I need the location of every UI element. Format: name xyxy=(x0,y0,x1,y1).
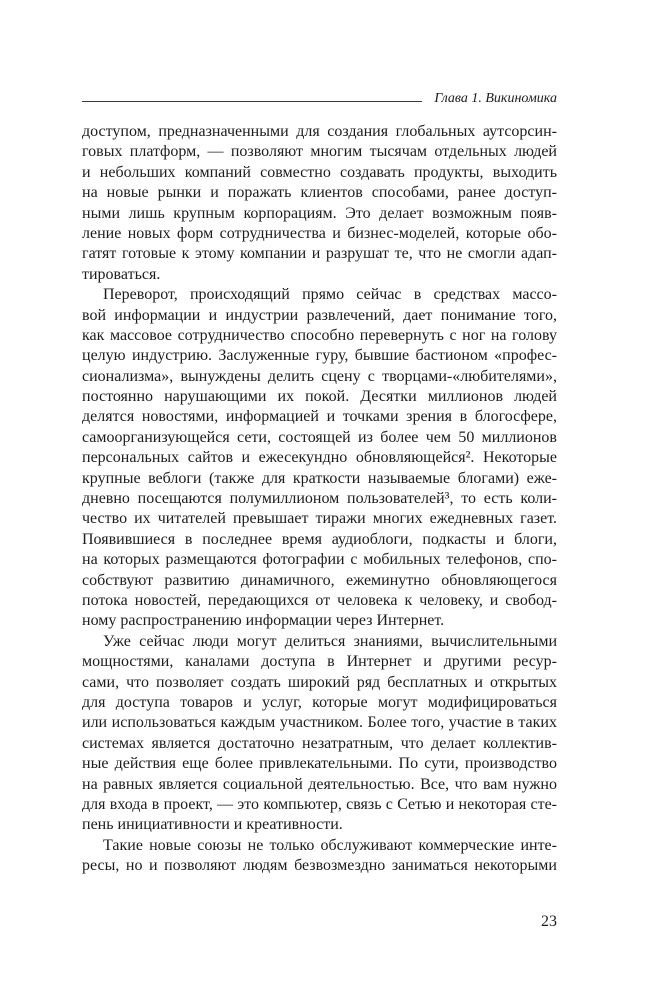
text-line: сами, что позволяет создать широкий ряд бесплатных и открытых xyxy=(82,673,557,691)
text-line: пень инициативности и креативности. xyxy=(82,816,343,834)
page-number: 23 xyxy=(541,913,557,930)
text-line: ные действия еще более привлекательными. По сути, производство xyxy=(82,755,557,773)
text-line: вой информации и индустрии развлечений, дает понимание того, xyxy=(82,306,557,324)
text-line: мощностями, каналами доступа в Интернет и другими ресур- xyxy=(82,653,557,671)
text-line: на новые рынки и поражать клиентов способами, ранее доступ- xyxy=(82,184,557,202)
text-line: ление новых форм сотрудничества и бизнес-моделей, которые обо- xyxy=(82,224,557,242)
text-line: дневно посещаются полумиллионом пользователей³, то есть коли- xyxy=(82,490,557,508)
text-line: Уже сейчас люди могут делиться знаниями, вычислительными xyxy=(103,632,557,650)
text-line: крупные веблоги (также для краткости называемые блогами) еже- xyxy=(82,469,557,487)
text-line: как массовое сотрудничество способно перевернуть с ног на голову xyxy=(82,326,557,344)
text-line: ными лишь крупным корпорациям. Это делает возможным появ- xyxy=(82,204,557,222)
text-line: делятся новостями, информацией и точками зрения в блогосфере, xyxy=(82,408,557,426)
text-line: сионализма», вынуждены делить сцену с творцами-«любителями», xyxy=(82,367,557,385)
text-line: ному распространению информации через Интернет. xyxy=(82,612,445,630)
paragraph xyxy=(82,285,557,632)
text-line: говых платформ, — позволяют многим тысячам отдельных людей xyxy=(82,143,557,161)
text-line: для входа в проект, — это компьютер, связь с Сетью и некоторая сте- xyxy=(82,795,557,813)
text-line: постоянно нарушающими их покой. Десятки миллионов людей xyxy=(82,388,557,406)
text-line: самоорганизующейся сети, состоящей из более чем 50 миллионов xyxy=(82,428,557,446)
text-line: для доступа товаров и услуг, которые могут модифицироваться xyxy=(82,693,557,711)
text-line: доступом, предназначенными для создания глобальных аутсорсин- xyxy=(82,123,557,140)
text-line: ресы, но и позволяют людям безвозмездно заниматься некоторыми xyxy=(82,857,557,875)
text-line: чество их читателей превышает тиражи многих ежедневных газет. xyxy=(82,510,557,528)
text-line: на которых размещаются фотографии с мобильных телефонов, спо- xyxy=(82,551,557,569)
header-rule xyxy=(82,101,422,102)
body-text xyxy=(82,122,557,876)
text-line: системах является достаточно незатратным, что делает коллектив- xyxy=(82,734,557,752)
text-line: персональных сайтов и ежесекундно обновляющейся². Некоторые xyxy=(82,449,557,467)
text-line: или использоваться каждым участником. Более того, участие в таких xyxy=(82,714,557,732)
text-line: Переворот, происходящий прямо сейчас в средствах массо- xyxy=(103,286,557,304)
text-line: тироваться. xyxy=(82,265,161,283)
text-line: целую индустрию. Заслуженные гуру, бывшие бастионом «профес- xyxy=(82,347,557,365)
chapter-title: Глава 1. Викиномика xyxy=(434,91,557,106)
text-line: потока новостей, передающихся от человека к человеку, и свобод- xyxy=(82,591,557,609)
text-line: гатят готовые к этому компании и разрушат те, что не смогли адап- xyxy=(82,245,557,263)
text-line: Такие новые союзы не только обслуживают коммерческие инте- xyxy=(103,836,557,854)
paragraph xyxy=(82,122,557,285)
text-line: и небольших компаний совместно создавать продукты, выходить xyxy=(82,163,557,181)
text-line: на равных является социальной деятельностью. Все, что вам нужно xyxy=(82,775,557,793)
paragraph xyxy=(82,836,557,877)
text-line: собствуют развитию динамичного, ежеминутно обновляющегося xyxy=(82,571,557,589)
text-line: Появившиеся в последнее время аудиоблоги, подкасты и блоги, xyxy=(82,530,557,548)
paragraph xyxy=(82,632,557,836)
